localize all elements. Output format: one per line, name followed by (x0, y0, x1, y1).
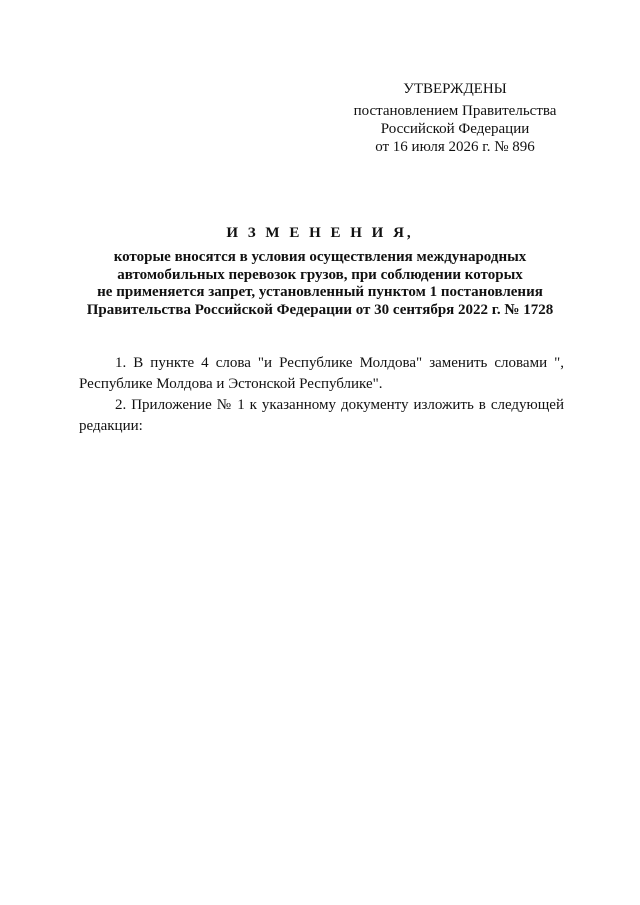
approval-date-line: от 16 июля 2026 г. № 896 (375, 139, 535, 155)
subtitle-line: не применяется запрет, установленный пунктом 1 постановления (97, 284, 543, 300)
document-title: И З М Е Н Е Н И Я, (226, 225, 414, 241)
approval-line: постановлением Правительства (353, 103, 557, 119)
paragraph-2: 2. Приложение № 1 к указанному документу изложить в следующей редакции: (79, 397, 564, 434)
subtitle-line: которые вносятся в условия осуществления международных (113, 249, 527, 265)
approval-heading: УТВЕРЖДЕНЫ (403, 81, 507, 97)
document-subtitle (60, 249, 580, 319)
subtitle-line: автомобильных перевозок грузов, при соблюдении которых (117, 266, 523, 283)
document-body (79, 353, 564, 437)
subtitle-line: Правительства Российской Федерации от 30 сентября 2022 г. № 1728 (86, 301, 554, 318)
approval-line: Российской Федерации (380, 121, 530, 137)
approval-stamp (330, 80, 580, 156)
paragraph-1: 1. В пункте 4 слова "и Республике Молдова" заменить словами ", Республике Молдова и Эстонской Республике". (79, 355, 564, 392)
